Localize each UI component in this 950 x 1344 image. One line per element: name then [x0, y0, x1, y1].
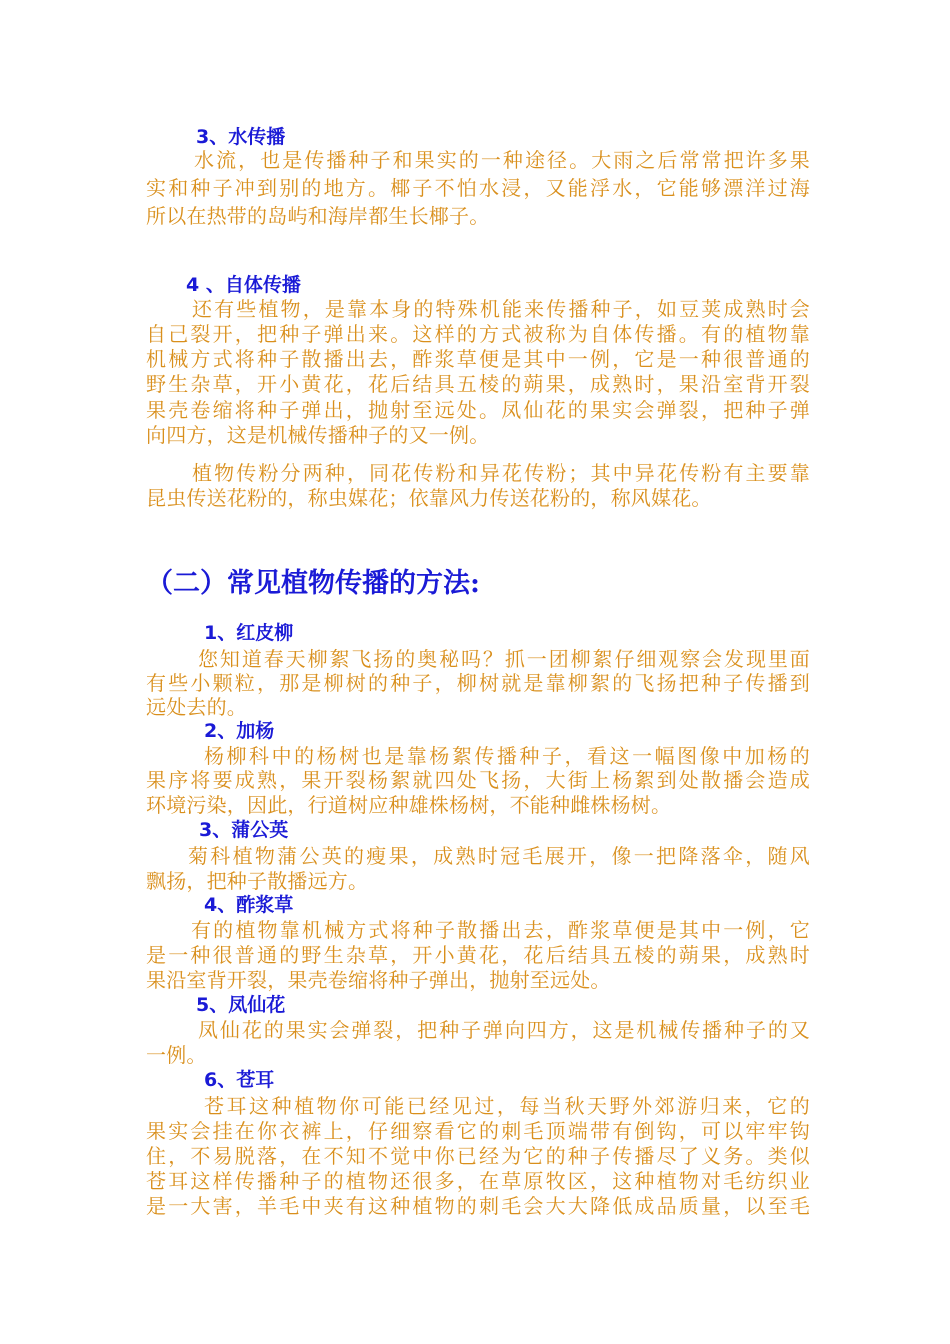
item-heading-dandelion: 3、蒲公英	[199, 819, 289, 841]
paragraph-line: 菊科植物蒲公英的瘦果，成熟时冠毛展开，像一把降落伞，随风	[188, 844, 810, 868]
paragraph-line: 远处去的。	[146, 695, 247, 719]
section-heading-self-dispersal: 4 、自体传播	[186, 274, 301, 296]
paragraph-line: 是一种很普通的野生杂草，开小黄花，花后结具五棱的蒴果，成熟时	[146, 943, 810, 967]
paragraph-line: 果序将要成熟，果开裂杨絮就四处飞扬，大街上杨絮到处散播会造成	[146, 768, 810, 792]
paragraph-line: 果实会挂在你衣裤上，仔细察看它的刺毛顶端带有倒钩，可以牢牢钩	[146, 1119, 810, 1143]
section-heading-water-dispersal: 3、水传播	[196, 126, 286, 148]
paragraph-line: 所以在热带的岛屿和海岸都生长椰子。	[146, 204, 490, 228]
item-heading-red-willow: 1、红皮柳	[204, 622, 294, 644]
paragraph-line: 还有些植物，是靠本身的特殊机能来传播种子，如豆荚成熟时会	[192, 297, 810, 321]
paragraph-line: 有的植物靠机械方式将种子散播出去，酢浆草便是其中一例，它	[191, 918, 810, 942]
paragraph-line: 是一大害，羊毛中夹有这种植物的刺毛会大大降低成品质量，以至毛	[146, 1194, 810, 1218]
paragraph-line: 昆虫传送花粉的，称虫媒花；依靠风力传送花粉的，称风媒花。	[146, 486, 712, 510]
paragraph-line: 自己裂开，把种子弹出来。这样的方式被称为自体传播。有的植物靠	[146, 322, 810, 346]
paragraph-line: 苍耳这种植物你可能已经见过，每当秋天野外郊游归来，它的	[204, 1094, 810, 1118]
paragraph-line: 野生杂草，开小黄花，花后结具五棱的蒴果，成熟时，果沿室背开裂	[146, 372, 810, 396]
item-heading-wood-sorrel: 4、酢浆草	[204, 894, 294, 916]
paragraph-line: 环境污染，因此，行道树应种雄株杨树，不能种雌株杨树。	[146, 793, 672, 817]
paragraph-line: 杨柳科中的杨树也是靠杨絮传播种子，看这一幅图像中加杨的	[204, 744, 810, 768]
paragraph-line: 水流，也是传播种子和果实的一种途径。大雨之后常常把许多果	[194, 148, 810, 172]
paragraph-line: 果壳卷缩将种子弹出，抛射至远处。凤仙花的果实会弹裂，把种子弹	[146, 398, 810, 422]
paragraph-line: 您知道春天柳絮飞扬的奥秘吗？抓一团柳絮仔细观察会发现里面	[198, 647, 810, 671]
section-title: （二）常见植物传播的方法:	[146, 568, 480, 599]
paragraph-line: 苍耳这样传播种子的植物还很多，在草原牧区，这种植物对毛纺织业	[146, 1169, 810, 1193]
paragraph-line: 植物传粉分两种，同花传粉和异花传粉；其中异花传粉有主要靠	[192, 461, 810, 485]
paragraph-line: 向四方，这是机械传播种子的又一例。	[146, 423, 490, 447]
paragraph-line: 机械方式将种子散播出去，酢浆草便是其中一例，它是一种很普通的	[146, 347, 810, 371]
item-heading-canada-poplar: 2、加杨	[204, 720, 275, 742]
paragraph-line: 飘扬，把种子散播远方。	[146, 869, 369, 893]
item-heading-cocklebur: 6、苍耳	[204, 1069, 275, 1091]
paragraph-line: 凤仙花的果实会弹裂，把种子弹向四方，这是机械传播种子的又	[198, 1018, 810, 1042]
paragraph-line: 住，不易脱落，在不知不觉中你已经为它的种子传播尽了义务。类似	[146, 1144, 810, 1168]
item-heading-impatiens: 5、凤仙花	[196, 994, 286, 1016]
paragraph-line: 果沿室背开裂，果壳卷缩将种子弹出，抛射至远处。	[146, 968, 611, 992]
paragraph-line: 一例。	[146, 1043, 207, 1067]
paragraph-line: 实和种子冲到别的地方。椰子不怕水浸，又能浮水，它能够漂洋过海	[146, 176, 810, 200]
paragraph-line: 有些小颗粒，那是柳树的种子，柳树就是靠柳絮的飞扬把种子传播到	[146, 671, 810, 695]
